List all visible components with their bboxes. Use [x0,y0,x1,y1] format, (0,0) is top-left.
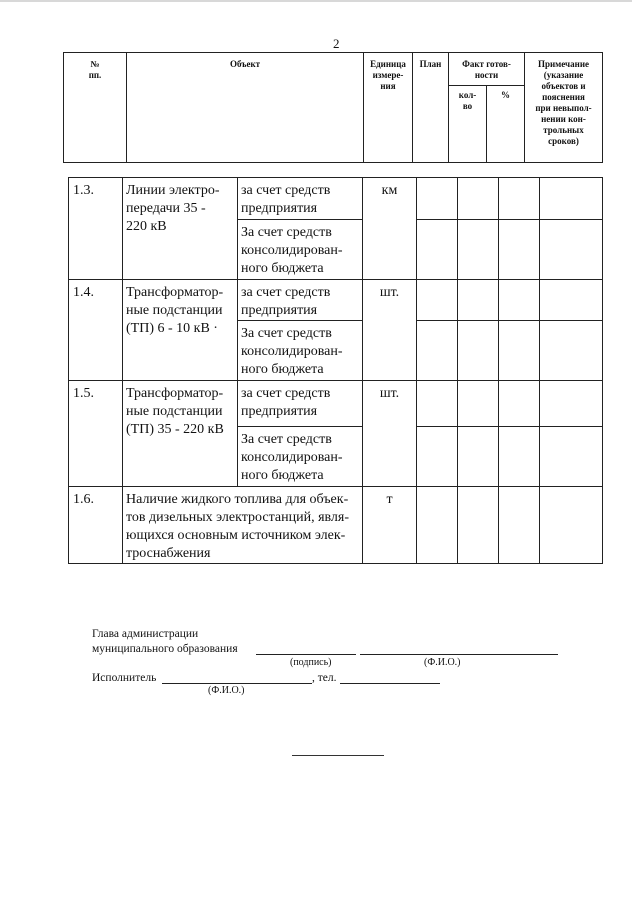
fio-line [360,654,558,655]
row-source-budget: За счет средств консолидирован- ного бюджета [238,321,363,381]
end-separator [292,755,384,756]
page-number: 2 [333,36,340,51]
fact-pct-cell [499,381,540,427]
header-fact: Факт готов- ности [449,53,525,86]
fact-qty-cell [458,280,499,321]
row-object: Трансформатор- ные подстанции (ТП) 6 - 10 кВ · [123,280,238,381]
fact-qty-cell [458,487,499,564]
fact-pct-cell [499,427,540,487]
table-row [69,381,603,427]
header-plan: План [413,53,449,163]
header-table [63,52,603,163]
row-unit: шт. [363,280,417,381]
row-source-enterprise: за счет средств предприятия [238,280,363,321]
row-source-enterprise: за счет средств предприятия [238,178,363,220]
row-source-budget: За счет средств консолидирован- ного бюджета [238,220,363,280]
table-row [69,178,603,220]
fact-qty-cell [458,178,499,220]
row-object: Линии электро- передачи 35 - 220 кВ [123,178,238,280]
phone-label: , тел. [312,672,337,684]
note-cell [540,280,603,321]
note-cell [540,178,603,220]
note-cell [540,487,603,564]
executor-label: Исполнитель [92,672,157,684]
plan-cell [417,280,458,321]
phone-line [340,683,440,684]
row-number: 1.3. [69,178,123,280]
fact-pct-cell [499,321,540,381]
row-source-enterprise: за счет средств предприятия [238,381,363,427]
note-cell [540,220,603,280]
header-unit: Единица измере- ния [364,53,413,163]
plan-cell [417,220,458,280]
head-title-line1: Глава администрации [92,628,199,640]
row-number: 1.6. [69,487,123,564]
executor-line [162,683,312,684]
fact-pct-cell [499,220,540,280]
plan-cell [417,178,458,220]
row-unit: км [363,178,417,280]
fact-qty-cell [458,321,499,381]
data-table [68,177,603,564]
row-unit: шт. [363,381,417,487]
row-object: Трансформатор- ные подстанции (ТП) 35 - 220 кВ [123,381,238,487]
row-object: Наличие жидкого топлива для объек- тов дизельных электростанций, явля- ющихся основным источником элек- троснабжения [123,487,363,564]
header-object: Объект [127,53,364,163]
plan-cell [417,427,458,487]
head-title-line2: муниципального образования [92,643,238,655]
table-row [69,487,603,564]
fact-qty-cell [458,220,499,280]
row-source-budget: За счет средств консолидирован- ного бюджета [238,427,363,487]
note-cell [540,427,603,487]
plan-cell [417,487,458,564]
plan-cell [417,321,458,381]
fact-pct-cell [499,178,540,220]
header-fact-qty: кол- во [449,86,487,163]
header-fact-pct: % [487,86,525,163]
plan-cell [417,381,458,427]
fio-caption: (Ф.И.О.) [424,657,461,668]
header-note: Примечание (указание объектов и пояснения при невыпол- нении кон- трольных сроков) [525,53,603,163]
note-cell [540,381,603,427]
fact-pct-cell [499,280,540,321]
row-number: 1.5. [69,381,123,487]
executor-fio-caption: (Ф.И.О.) [208,685,245,696]
table-row [69,280,603,321]
row-unit: т [363,487,417,564]
signature-caption: (подпись) [290,657,332,668]
fact-qty-cell [458,381,499,427]
scan-top-edge [0,0,632,2]
fact-qty-cell [458,427,499,487]
fact-pct-cell [499,487,540,564]
signature-line [256,654,356,655]
header-num: № пп. [64,53,127,163]
row-number: 1.4. [69,280,123,381]
note-cell [540,321,603,381]
